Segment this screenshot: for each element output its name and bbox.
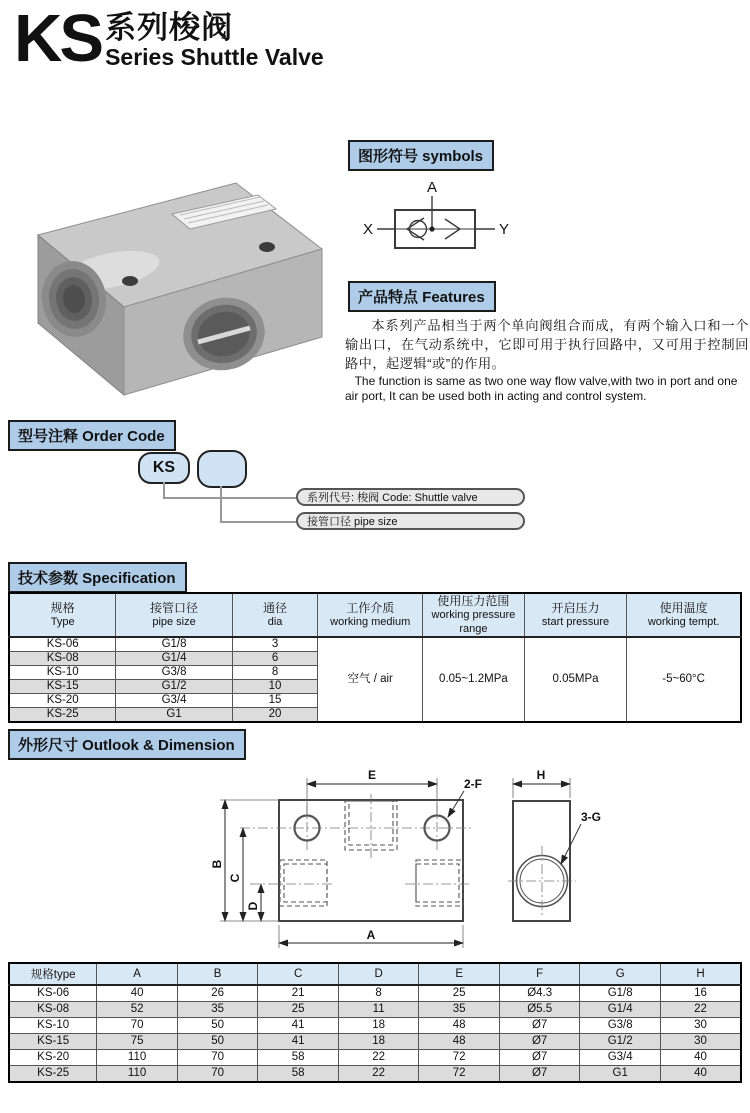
table-cell: 110 [97, 1050, 178, 1066]
spec-col-dia: 通径 dia [232, 593, 318, 637]
table-cell: 58 [258, 1050, 339, 1066]
dim-label-e: E [367, 768, 377, 782]
table-cell: G1/8 [580, 985, 661, 1002]
table-cell: 70 [177, 1066, 258, 1083]
connector-line [163, 482, 165, 498]
symbol-port-y: Y [499, 221, 510, 238]
table-cell: 48 [419, 1018, 500, 1034]
symbol-port-x: X [363, 221, 374, 238]
table-row: KS-20 G3/4 15 [9, 694, 741, 708]
features-text-cn: 本系列产品相当于两个单向阀组合而成，有两个输入口和一个输出口，在气动系统中，它即可用于执行回路中，又可用于控制回路中，起逻辑“或”的作用。 [345, 318, 749, 371]
spec-temperature-value: -5~60°C [627, 637, 741, 722]
table-cell: 25 [258, 1002, 339, 1018]
spec-heading: 技术参数 Specification [8, 562, 187, 593]
order-code-label-series: 系列代号: 梭阀 Code: Shuttle valve [296, 488, 525, 506]
page-title-stack [105, 12, 324, 70]
table-cell: Ø7 [499, 1066, 580, 1083]
table-cell: 22 [338, 1050, 419, 1066]
spec-table [8, 592, 742, 723]
dimension-top-view [210, 768, 482, 948]
order-code-heading: 型号注释 Order Code [8, 420, 176, 451]
table-cell: 22 [338, 1066, 419, 1083]
table-row [9, 1050, 741, 1066]
table-cell: 50 [177, 1034, 258, 1050]
table-cell: 16 [660, 985, 741, 1002]
dim-col-h: H [660, 963, 741, 985]
table-cell: KS-06 [9, 985, 97, 1002]
table-cell: 72 [419, 1050, 500, 1066]
dim-col-f: F [499, 963, 580, 985]
page-title-code: KS [14, 1, 102, 76]
table-cell: G1/2 [580, 1034, 661, 1050]
spec-col-medium: 工作介质 working medium [318, 593, 423, 637]
order-code-label-pipe: 接管口径 pipe size [296, 512, 525, 530]
table-cell: 25 [419, 985, 500, 1002]
table-cell: 75 [97, 1034, 178, 1050]
hole-callout: 2-F [464, 777, 482, 791]
table-row [9, 985, 741, 1002]
dim-col-d: D [338, 963, 419, 985]
table-cell: Ø5.5 [499, 1002, 580, 1018]
product-photo [12, 152, 342, 412]
table-cell: Ø7 [499, 1018, 580, 1034]
spec-col-start-pressure: 开启压力 start pressure [524, 593, 626, 637]
table-row: KS-25 G1 20 [9, 708, 741, 723]
table-cell: 22 [660, 1002, 741, 1018]
table-row: KS-10 G3/8 8 [9, 666, 741, 680]
page-title-en: Series Shuttle Valve [105, 44, 324, 70]
order-code-blank-pill [197, 450, 247, 488]
table-row [9, 1002, 741, 1018]
table-row [9, 1066, 741, 1083]
table-cell: 30 [660, 1034, 741, 1050]
spec-col-type: 规格 Type [9, 593, 116, 637]
table-cell: KS-08 [9, 1002, 97, 1018]
spec-start-pressure-value: 0.05MPa [524, 637, 626, 722]
dim-col-b: B [177, 963, 258, 985]
features-text-en: The function is same as two one way flow valve,with two in port and one air port, It can be used both in acting and control system. [345, 374, 738, 403]
table-cell: KS-20 [9, 1050, 97, 1066]
table-cell: KS-15 [9, 1034, 97, 1050]
table-cell: G3/4 [580, 1050, 661, 1066]
table-cell: 40 [660, 1050, 741, 1066]
dim-col-c: C [258, 963, 339, 985]
table-cell: 70 [97, 1018, 178, 1034]
table-row: KS-15 G1/2 10 [9, 680, 741, 694]
dimension-drawing [200, 760, 740, 960]
symbol-port-a: A [426, 180, 438, 196]
connector-line [163, 497, 296, 499]
table-cell: 50 [177, 1018, 258, 1034]
photo-mount-hole [259, 242, 275, 252]
table-row [9, 1018, 741, 1034]
table-cell: 35 [419, 1002, 500, 1018]
photo-mount-hole [122, 276, 138, 286]
dimension-table [8, 962, 742, 1083]
connector-line [220, 486, 222, 522]
side-port-outer [517, 856, 568, 907]
table-cell: G3/8 [580, 1018, 661, 1034]
table-cell: KS-25 [9, 1066, 97, 1083]
table-cell: 18 [338, 1018, 419, 1034]
table-cell: 40 [97, 985, 178, 1002]
dim-col-type: 规格type [9, 963, 97, 985]
symbols-heading: 图形符号 symbols [348, 140, 494, 171]
table-row [9, 1034, 741, 1050]
table-cell: 40 [660, 1066, 741, 1083]
table-cell: 41 [258, 1018, 339, 1034]
table-cell: G1/4 [580, 1002, 661, 1018]
table-row: KS-06 G1/8 3 空气 / air 0.05~1.2MPa 0.05MPa -5~60°C [9, 637, 741, 652]
spec-medium-value: 空气 / air [318, 637, 423, 722]
symbol-diagram [355, 180, 515, 268]
table-cell: 21 [258, 985, 339, 1002]
dim-col-a: A [97, 963, 178, 985]
table-cell: 72 [419, 1066, 500, 1083]
dim-col-e: E [419, 963, 500, 985]
table-cell: G1 [580, 1066, 661, 1083]
table-cell: 58 [258, 1066, 339, 1083]
table-cell: 41 [258, 1034, 339, 1050]
table-cell: 26 [177, 985, 258, 1002]
dim-label-b: B [210, 859, 224, 869]
order-code-pill: KS [138, 452, 190, 484]
dimension-side-view [508, 768, 601, 921]
port-callout: 3-G [581, 810, 602, 824]
spec-header-row [9, 593, 741, 637]
table-row: KS-08 G1/4 6 [9, 652, 741, 666]
features-heading: 产品特点 Features [348, 281, 496, 312]
symbol-junction-dot [429, 226, 434, 231]
table-cell: 30 [660, 1018, 741, 1034]
connector-line [220, 521, 296, 523]
dim-label-c: C [228, 873, 242, 883]
table-cell: 48 [419, 1034, 500, 1050]
table-cell: 8 [338, 985, 419, 1002]
dim-header-row [9, 963, 741, 985]
table-cell: Ø7 [499, 1034, 580, 1050]
table-cell: KS-10 [9, 1018, 97, 1034]
table-cell: 110 [97, 1066, 178, 1083]
dim-label-d: D [246, 901, 260, 911]
table-cell: Ø7 [499, 1050, 580, 1066]
table-cell: Ø4.3 [499, 985, 580, 1002]
dim-label-h: H [536, 768, 546, 782]
page-title [14, 1, 324, 76]
table-cell: 11 [338, 1002, 419, 1018]
spec-col-pipe-size: 接管口径 pipe size [116, 593, 232, 637]
dim-label-a: A [366, 928, 376, 942]
table-cell: 70 [177, 1050, 258, 1066]
spec-col-pressure-range: 使用压力范围 working pressure range [423, 593, 525, 637]
spec-pressure-range-value: 0.05~1.2MPa [423, 637, 525, 722]
table-cell: 35 [177, 1002, 258, 1018]
outlook-heading: 外形尺寸 Outlook & Dimension [8, 729, 246, 760]
table-cell: 52 [97, 1002, 178, 1018]
spec-col-tempt: 使用温度 working tempt. [627, 593, 741, 637]
page-title-cn: 系列梭阀 [105, 10, 234, 45]
dim-col-g: G [580, 963, 661, 985]
table-cell: 18 [338, 1034, 419, 1050]
